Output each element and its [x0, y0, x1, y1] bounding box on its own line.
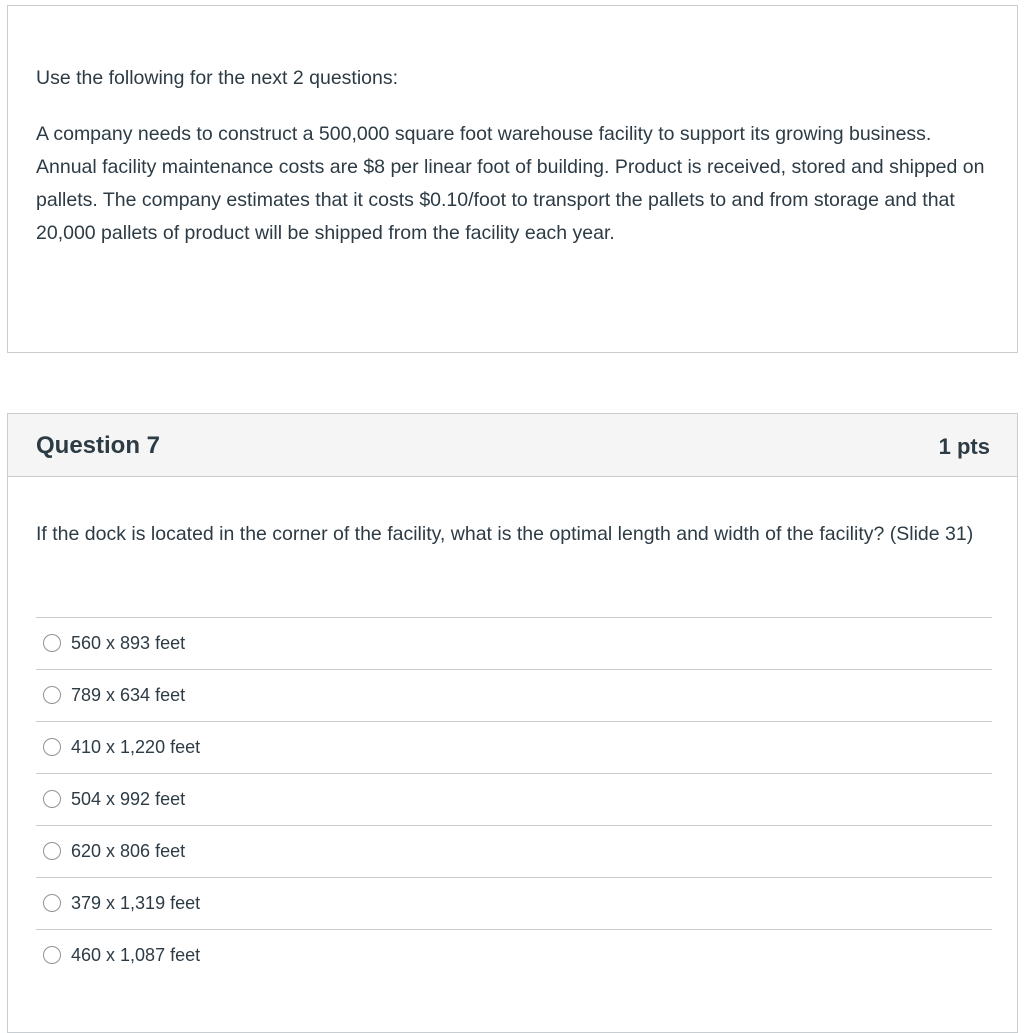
stem-text: A company needs to construct a 500,000 square foot warehouse facility to support its growing business. Annual facility maintenance costs are $8 per linear foot of building. Product is received, stored and shipped on pallets. The company estimates that it costs $0.10/foot to transport the pallets to and from storage and that 20,000 pallets of product will be shipped from the facility each year.: [36, 123, 985, 244]
answer-option[interactable]: [36, 773, 992, 825]
answer-option[interactable]: [36, 617, 992, 669]
radio-button[interactable]: [43, 634, 61, 652]
radio-button[interactable]: [43, 894, 61, 912]
radio-button[interactable]: [43, 738, 61, 756]
question-box: [7, 413, 1018, 1033]
radio-button[interactable]: [43, 842, 61, 860]
answer-list: [36, 617, 992, 981]
radio-button[interactable]: [43, 946, 61, 964]
radio-button[interactable]: [43, 790, 61, 808]
question-stem-box: [7, 5, 1018, 353]
answer-label[interactable]: 789 x 634 feet: [71, 685, 186, 705]
question-text: If the dock is located in the corner of the facility, what is the optimal length and width of the facility? (Slide 31): [36, 523, 974, 545]
question-title: Question 7: [36, 432, 161, 459]
answer-label[interactable]: 560 x 893 feet: [71, 633, 186, 653]
answer-option[interactable]: [36, 669, 992, 721]
stem-intro: Use the following for the next 2 questions:: [36, 67, 399, 89]
answer-option[interactable]: [36, 929, 992, 981]
question-points: 1 pts: [938, 434, 990, 459]
answer-label[interactable]: 379 x 1,319 feet: [71, 893, 201, 913]
answer-option[interactable]: [36, 825, 992, 877]
question-header: [8, 414, 1017, 477]
answer-option[interactable]: [36, 877, 992, 929]
answer-label[interactable]: 460 x 1,087 feet: [71, 945, 201, 965]
answer-label[interactable]: 620 x 806 feet: [71, 841, 186, 861]
radio-button[interactable]: [43, 686, 61, 704]
answer-option[interactable]: [36, 721, 992, 773]
answer-label[interactable]: 410 x 1,220 feet: [71, 737, 201, 757]
answer-label[interactable]: 504 x 992 feet: [71, 789, 186, 809]
